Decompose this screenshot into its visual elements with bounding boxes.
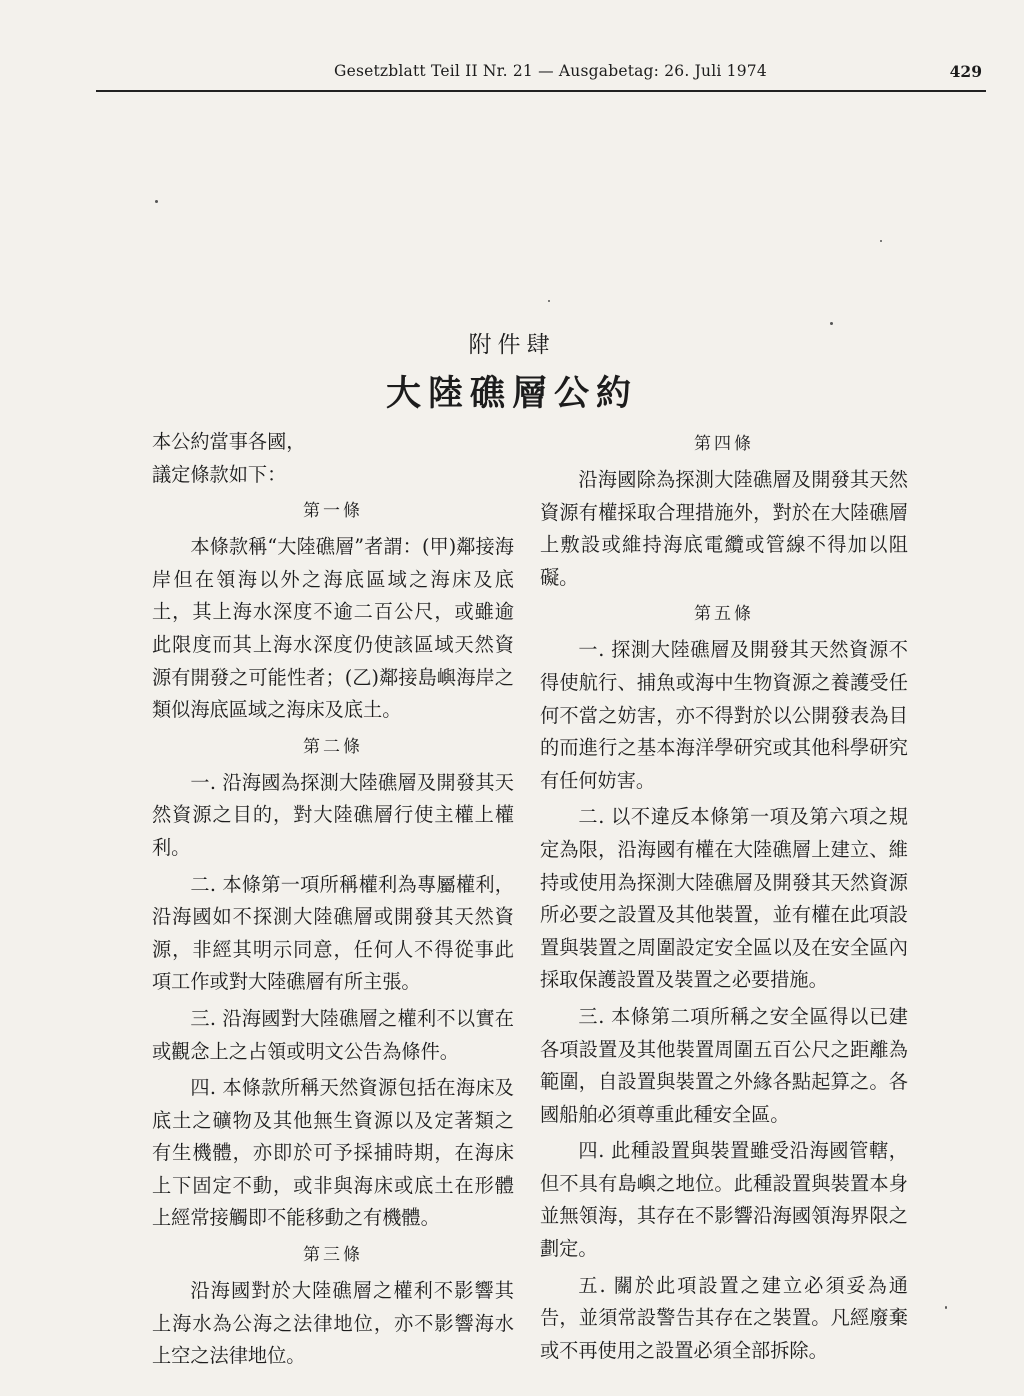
article-5-heading: 第五條 [694,604,754,625]
preamble-line-2: 議定條款如下： [152,462,287,486]
article-4-heading: 第四條 [694,434,754,454]
scan-speck [880,240,882,242]
article-5-paragraph-5: 五. 關於此項設置之建立必須妥為通告，並須常設警告其存在之裝置。凡經廢棄或不再使用之設置必須全部拆除。 [540,1273,908,1362]
document-title: 大陸礁層公約 [385,373,638,414]
article-2-paragraph-1: 一. 沿海國為探測大陸礁層及開發其天然資源之目的，對大陸礁層行使主權上權利。 [152,770,514,859]
article-1-text: 本條款稱“大陸礁層”者謂：(甲)鄰接海岸但在領海以外之海底區域之海床及底土，其上海水深度不逾二百公尺，或雖逾此限度而其上海水深度仍使該區域天然資源有開發之可能性者；(乙)鄰接島嶼海岸之類似海底區域之海床及底土。 [152,535,514,722]
article-5-paragraph-1: 一. 探測大陸礁層及開發其天然資源不得使航行、捕魚或海中生物資源之養護受任何不當之妨害，亦不得對於以公開發表為目的而進行之基本海洋學研究或其他科學研究有任何妨害。 [540,638,908,792]
page-number: 429 [949,62,982,81]
article-2-paragraph-2: 二. 本條第一項所稱權利為專屬權利，沿海國如不探測大陸礁層或開發其天然資源，非經其明示同意，任何人不得從事此項工作或對大陸礁層有所主張。 [152,872,514,994]
article-5-paragraph-2: 二. 以不違反本條第一項及第六項之規定為限，沿海國有權在大陸礁層上建立、維持或使用為探測大陸礁層及開發其天然資源所必要之設置及其他裝置，並有權在此項設置與裝置之周圍設定安全區以及在安全區內採取保護設置及裝置之必要措施。 [540,805,908,992]
article-2-paragraph-4: 四. 本條款所稱天然資源包括在海床及底土之礦物及其他無生資源以及定著類之有生機體，亦即於可予採捕時期，在海床上下固定不動，或非與海床或底土在形體上經常接觸即不能移動之有機體。 [152,1076,514,1230]
article-1-heading: 第一條 [303,501,363,522]
scan-speck [945,1306,947,1309]
running-title: Gesetzblatt Teil II Nr. 21 — Ausgabetag: 26. Juli 1974 [334,62,767,80]
scan-speck [548,300,550,302]
preamble-line-1: 本公約當事各國， [152,430,306,453]
running-header [96,60,986,92]
article-5-paragraph-4: 四. 此種設置與裝置雖受沿海國管轄，但不具有島嶼之地位。此種設置與裝置本身並無領海，其存在不影響沿海國領海界限之劃定。 [540,1139,908,1261]
article-2-heading: 第二條 [303,736,363,757]
article-3-heading: 第三條 [303,1245,363,1266]
annex-label: 附件肆 [468,332,556,358]
article-4-text: 沿海國除為探測大陸礁層及開發其天然資源有權採取合理措施外，對於在大陸礁層上敷設或維持海底電纜或管線不得加以阻礙。 [540,468,908,589]
article-5-paragraph-3: 三. 本條第二項所稱之安全區得以已建各項設置及其他裝置周圍五百公尺之距離為範圍，自設置與裝置之外緣各點起算之。各國船舶必須尊重此種安全區。 [540,1004,908,1126]
scan-speck [155,200,158,203]
scan-speck [830,322,833,325]
article-2-paragraph-3: 三. 沿海國對大陸礁層之權利不以實在或觀念上之占領或明文公告為條件。 [152,1006,514,1063]
left-column [152,426,514,1377]
right-column [540,424,908,1371]
article-3-text: 沿海國對於大陸礁層之權利不影響其上海水為公海之法律地位，亦不影響海水上空之法律地位。 [152,1279,514,1368]
